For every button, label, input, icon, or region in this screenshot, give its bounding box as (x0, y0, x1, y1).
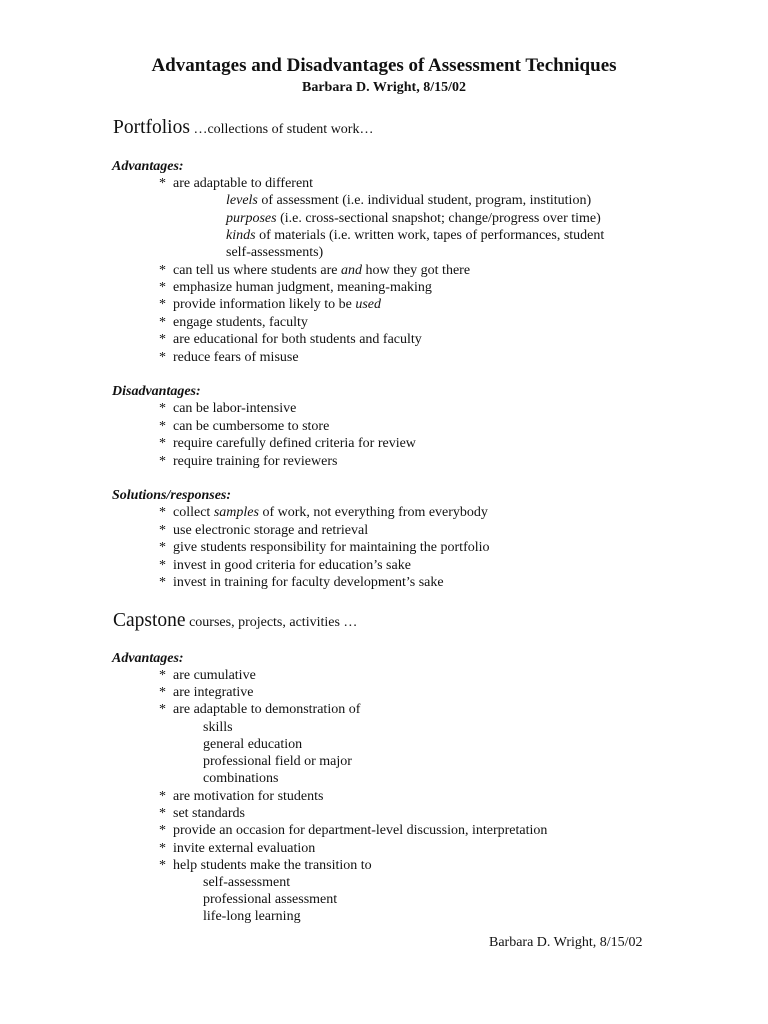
list-item: * give students responsibility for maintaining the portfolio (159, 540, 490, 555)
list-item: * can be labor-intensive (159, 401, 297, 416)
sub-list-item: professional assessment (203, 892, 338, 907)
sub-list-item: levels of assessment (i.e. individual student, program, institution) (226, 193, 592, 208)
sub-list-item: self-assessment (203, 875, 291, 890)
sub-list-item: skills (203, 720, 233, 735)
page-footer: Barbara D. Wright, 8/15/02 (489, 935, 643, 950)
list-item: * are adaptable to demonstration of (159, 702, 361, 717)
capstone-heading (113, 610, 357, 634)
list-item: * help students make the transition to (159, 858, 372, 873)
list-item: * can tell us where students are and how they got there (159, 263, 471, 278)
list-item: * invest in good criteria for education’s sake (159, 558, 411, 573)
capstone-advantages-label: Advantages: (112, 651, 184, 666)
portfolios-title: Portfolios (113, 117, 190, 138)
list-item: * are integrative (159, 685, 254, 700)
list-item: * are educational for both students and faculty (159, 332, 422, 347)
list-item: * are motivation for students (159, 789, 324, 804)
page-author-date: Barbara D. Wright, 8/15/02 (302, 80, 466, 95)
list-item: * collect samples of work, not everything from everybody (159, 505, 488, 520)
list-item: * emphasize human judgment, meaning-making (159, 280, 432, 295)
list-item: * are adaptable to different (159, 176, 314, 191)
capstone-subtitle: courses, projects, activities … (185, 615, 358, 630)
sub-list-item-continued: self-assessments) (226, 245, 324, 260)
sub-list-item: professional field or major (203, 754, 352, 769)
sub-list-item: life-long learning (203, 909, 301, 924)
list-item: * can be cumbersome to store (159, 419, 330, 434)
list-item: * engage students, faculty (159, 315, 308, 330)
list-item: * require training for reviewers (159, 454, 338, 469)
portfolios-advantages-label: Advantages: (112, 159, 184, 174)
list-item: * invite external evaluation (159, 841, 316, 856)
portfolios-solutions-label: Solutions/responses: (112, 488, 232, 503)
list-item: * are cumulative (159, 668, 256, 683)
portfolios-disadvantages-label: Disadvantages: (112, 384, 201, 399)
list-item: * reduce fears of misuse (159, 350, 299, 365)
sub-list-item: combinations (203, 771, 279, 786)
portfolios-subtitle: …collections of student work… (189, 122, 374, 137)
sub-list-item: general education (203, 737, 303, 752)
list-item: * invest in training for faculty development’s sake (159, 575, 444, 590)
capstone-title: Capstone (113, 610, 186, 631)
list-item: * set standards (159, 806, 245, 821)
page-title: Advantages and Disadvantages of Assessment Techniques (151, 55, 617, 76)
list-item: * provide an occasion for department-level discussion, interpretation (159, 823, 548, 838)
portfolios-heading (113, 117, 373, 141)
sub-list-item: purposes (i.e. cross-sectional snapshot; change/progress over time) (226, 211, 601, 226)
list-item: * use electronic storage and retrieval (159, 523, 369, 538)
list-item: * require carefully defined criteria for review (159, 436, 416, 451)
sub-list-item: kinds of materials (i.e. written work, tapes of performances, student (226, 228, 605, 243)
list-item: * provide information likely to be used (159, 297, 382, 312)
